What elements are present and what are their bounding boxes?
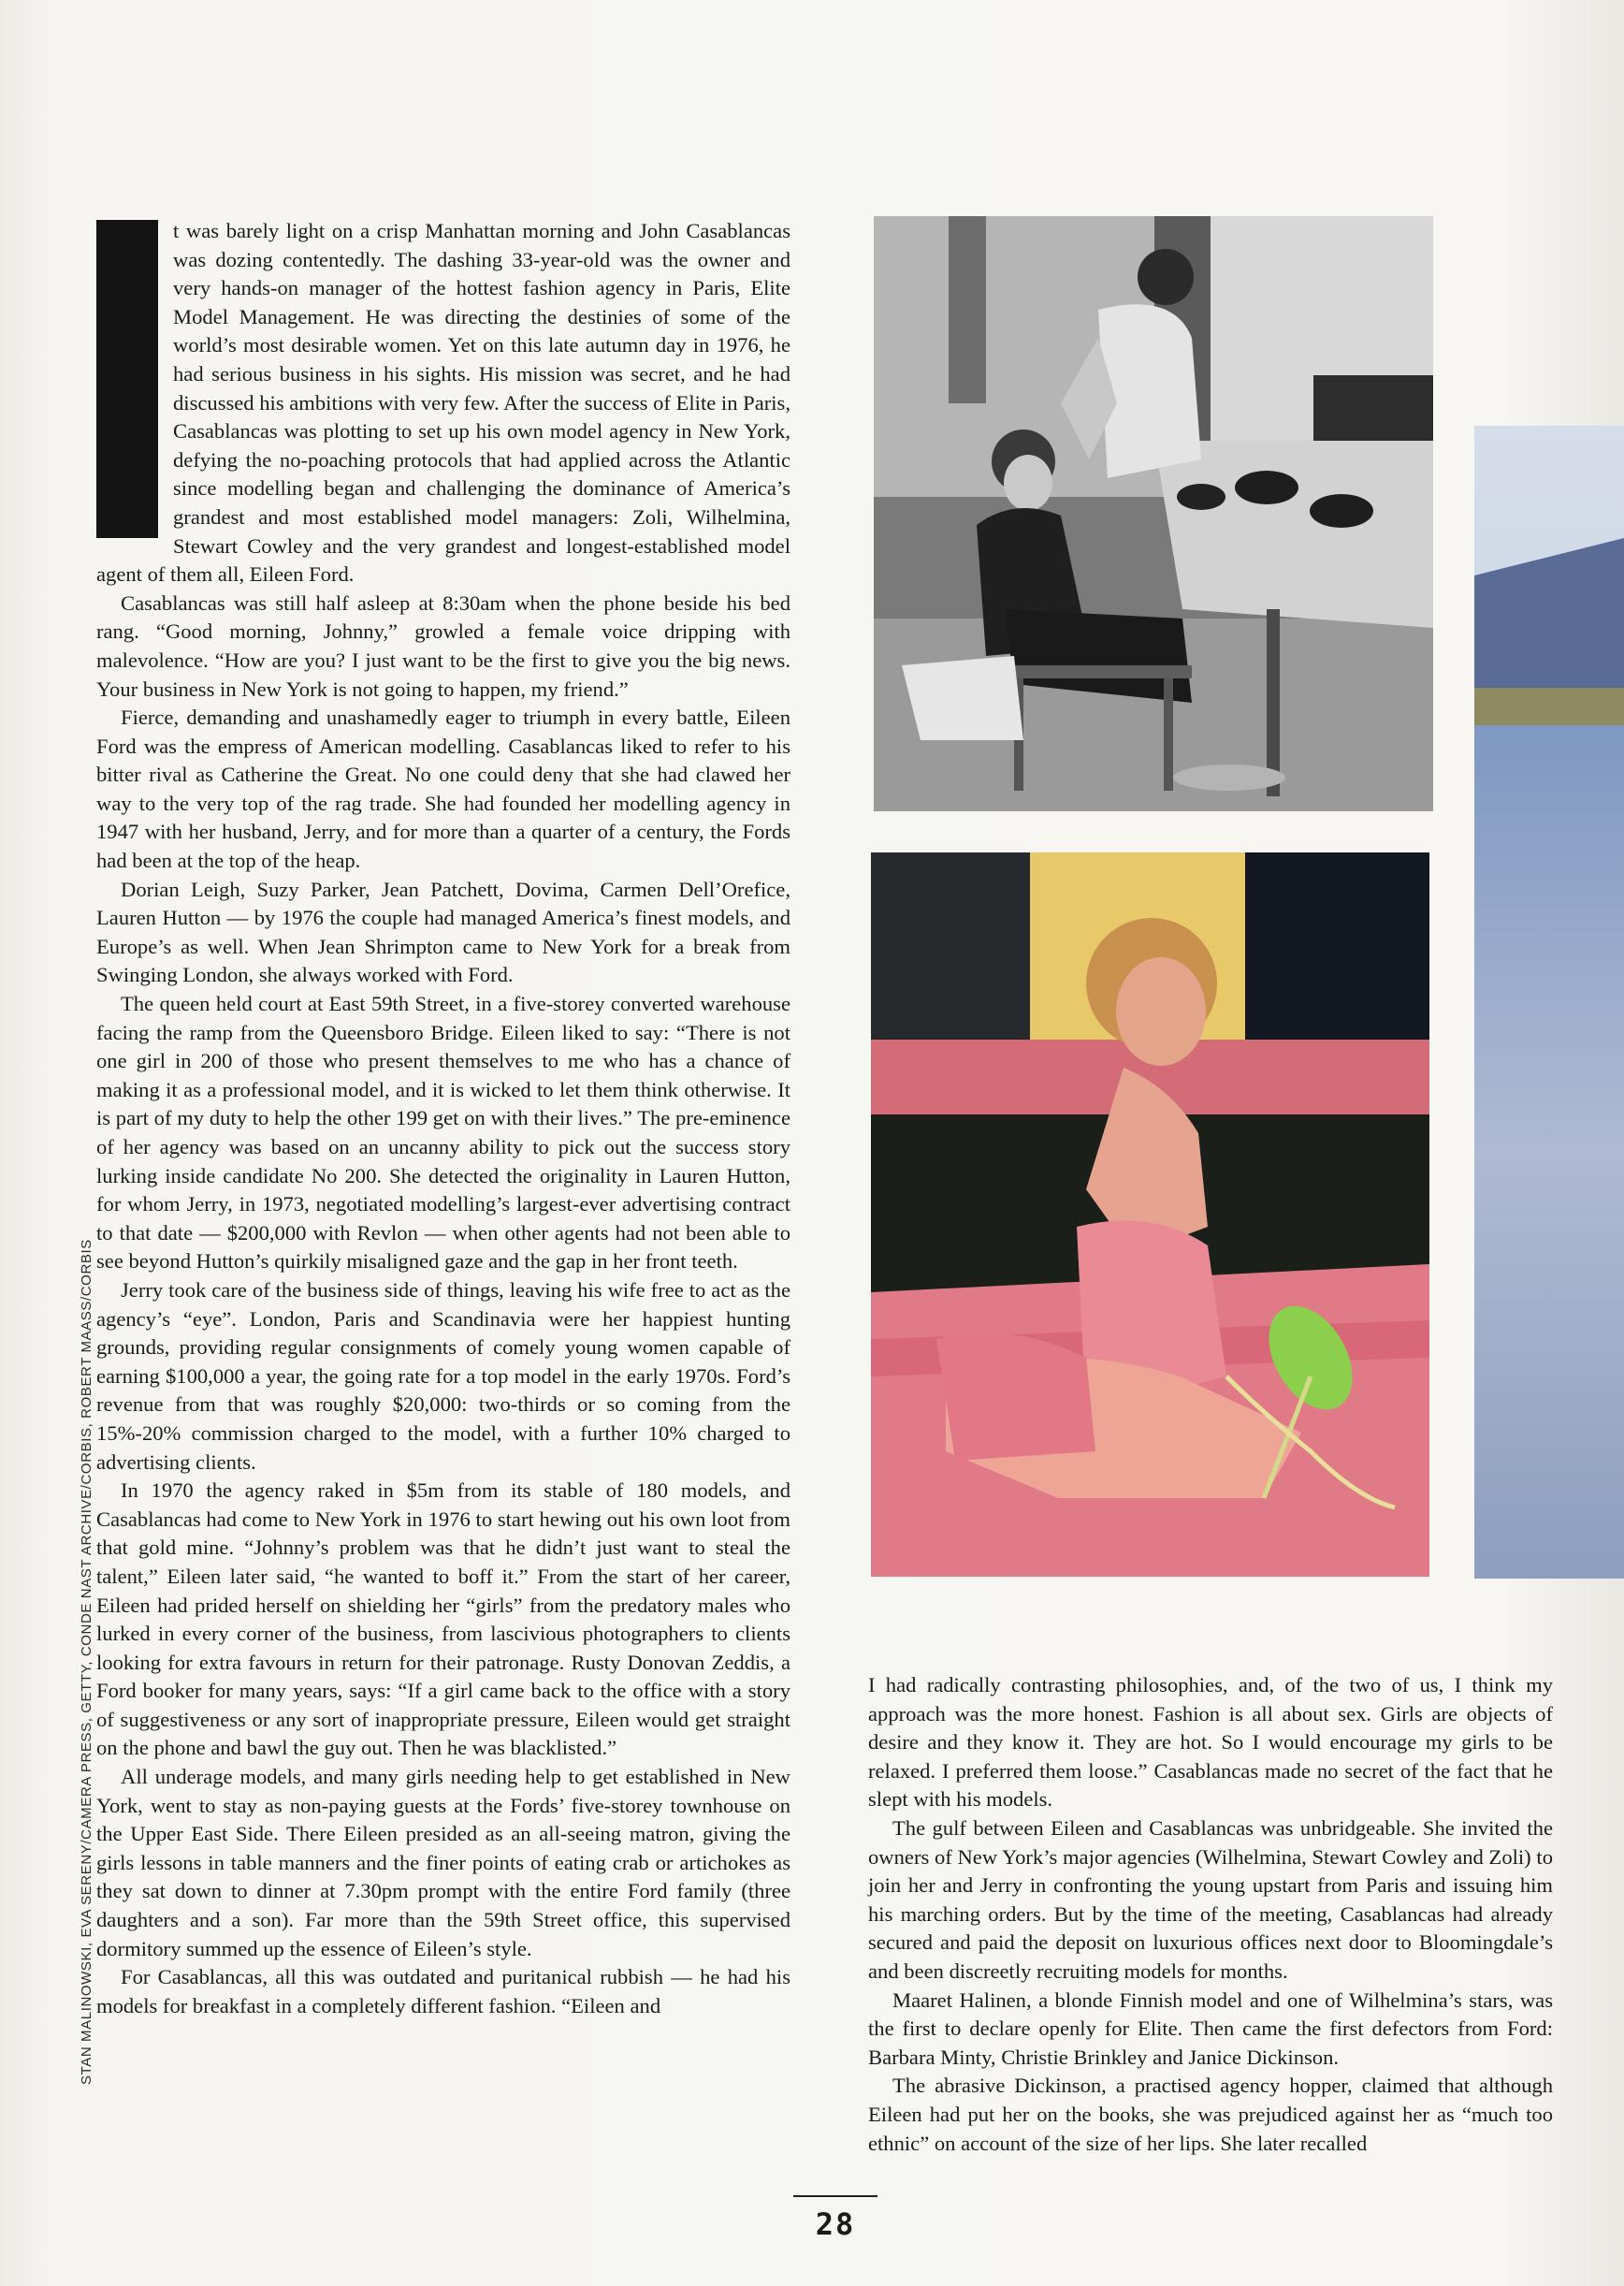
article-paragraph: The gulf between Eileen and Casablancas was unbridgeable. She invited the owners of New York’s major agencies (Wilhelmina, Stewart Cowley and Zoli) to join her and Jerry in confronting the young upstart from Paris and issuing him his marching orders. But by the time of the meeting, Casablancas had already secured and paid the deposit on luxurious offices next door to Bloomingdale’s and been discreetly recruiting models for months. bbox=[868, 1815, 1553, 1983]
article-paragraph: In 1970 the agency raked in $5m from its stable of 180 models, and Casablancas had come to New York in 1976 to start hewing out his own loot from that gold mine. “Johnny’s problem was that he didn’t just want to steal the talent,” Eileen later said, “he wanted to boff it.” From the start of her career, Eileen had prided herself on shielding her “girls” from the predatory males who lurked in every corner of the business, from lascivious photographers to clients looking for extra favours in return for their patronage. Rusty Donovan Zeddis, a Ford booker for many years, says: “If a girl came back to the office with a story of suggestiveness or any sort of inappropriate pressure, Eileen would get straight on the phone and bawl the guy out. Then he was blacklisted.” bbox=[96, 1478, 790, 1760]
article-column-left bbox=[96, 217, 790, 2163]
article-paragraph: All underage models, and many girls needing help to get established in New York, went to stay as non-paying guests at the Fords’ five-storey townhouse on the Upper East Side. There Eileen presided as an all-seeing matron, giving the girls lessons in table manners and the finer points of eating crab or artichokes as they sat down to dinner at 7.30pm prompt with the entire Ford family (three daughters and a son). Far more than the 59th Street office, this supervised dormitory summed up the essence of Eileen’s style. bbox=[96, 1765, 790, 1960]
page-number-rule bbox=[793, 2195, 877, 2197]
article-paragraph: The abrasive Dickinson, a practised agency hopper, claimed that although Eileen had put her on the books, she was prejudiced against her as “much too ethnic” on account of the size of her lips. She later recalled bbox=[868, 2074, 1553, 2155]
article-paragraph: Dorian Leigh, Suzy Parker, Jean Patchett, Dovima, Carmen Dell’Orefice, Lauren Hutton — by 1976 the couple had managed America’s finest models, and Europe’s as well. When Jean Shrimpton came to New York for a break from Swinging London, she always worked with Ford. bbox=[96, 877, 790, 987]
article-paragraph: Maaret Halinen, a blonde Finnish model and one of Wilhelmina’s stars, was the first to declare openly for Elite. Then came the first defectors from Ford: Barbara Minty, Christie Brinkley and Janice Dickinson. bbox=[868, 1988, 1553, 2069]
drop-cap-bar bbox=[96, 220, 158, 538]
article-paragraph: Casablancas was still half asleep at 8:30am when the phone beside his bed rang. “Good morning, Johnny,” growled a female voice dripping with malevolence. “How are you? I just want to be the first to give you the big news. Your business in New York is not going to happen, my friend.” bbox=[96, 590, 790, 701]
page-number: 28 bbox=[815, 2206, 856, 2242]
article-paragraph: t was barely light on a crisp Manhattan morning and John Casablancas was dozing contentedly. The dashing 33-year-old was the owner and very hands-on manager of the hottest fashion agency in Paris, Elite Model Management. He was directing the destinies of some of the world’s most desirable women. Yet on this late autumn day in 1976, he had serious business in his sights. His mission was secret, and he had discussed his ambitions with very few. After the success of Elite in Paris, Casablancas was plotting to set up his own model agency in New York, defying the no-poaching protocols that had applied across the Atlantic since modelling began and challenging the dominance of America’s grandest and most established model managers: Zoli, Wilhelmina, Stewart Cowley and the very grandest and longest-established model agent of them all, Eileen Ford. bbox=[96, 219, 790, 587]
article-paragraph: I had radically contrasting philosophies, and, of the two of us, I think my approach was the more honest. Fashion is all about sex. Girls are objects of desire and they know it. They are hot. So I would encourage my girls to be relaxed. I preferred them loose.” Casablancas made no secret of the fact that he slept with his models. bbox=[868, 1673, 1553, 1812]
article-column-right bbox=[868, 1671, 1553, 2167]
photo-credit: STAN MALINOWSKI, EVA SERENY/CAMERA PRESS, GETTY, CONDE NAST ARCHIVE/CORBIS, ROBERT MAASS/CORBIS bbox=[79, 1239, 94, 2085]
article-paragraph: Fierce, demanding and unashamedly eager to triumph in every battle, Eileen Ford was the empress of American modelling. Casablancas liked to refer to his bitter rival as Catherine the Great. No one could deny that she had clawed her way to the very top of the rag trade. She had founded her modelling agency in 1947 with her husband, Jerry, and for more than a quarter of a century, the Fords had been at the top of the heap. bbox=[96, 706, 790, 873]
model-color-photo bbox=[871, 852, 1429, 1577]
article-paragraph: The queen held court at East 59th Street, in a five-storey converted warehouse facing the ramp from the Queensboro Bridge. Eileen liked to say: “There is not one girl in 200 of those who present themselves to me who has a chance of making it as a professional model, and it is wicked to let them think otherwise. It is part of my duty to help the other 199 get on with their lives.” The pre-eminence of her agency was based on an uncanny ability to pick out the success story lurking inside candidate No 200. She detected the originality in Lauren Hutton, for whom Jerry, in 1973, negotiated modelling’s largest-ever advertising contract to that date — $200,000 with Revlon — when other agents had not been able to see beyond Hutton’s quirkily misaligned gaze and the gap in her front teeth. bbox=[96, 992, 790, 1274]
article-paragraph: For Casablancas, all this was outdated and puritanical rubbish — he had his models for breakfast in a completely different fashion. “Eileen and bbox=[96, 1965, 790, 2017]
seascape-edge-photo bbox=[1474, 426, 1624, 1579]
office-telephone-photo bbox=[874, 216, 1433, 811]
article-paragraph: Jerry took care of the business side of things, leaving his wife free to act as the agency’s “eye”. London, Paris and Scandinavia were her happiest hunting grounds, providing regular consignments of comely young women capable of earning $100,000 a year, the going rate for a top model in the early 1970s. Ford’s revenue from that was roughly $20,000: two-thirds or so coming from the 15%-20% commission charged to the model, with a further 10% charged to advertising clients. bbox=[96, 1277, 790, 1474]
